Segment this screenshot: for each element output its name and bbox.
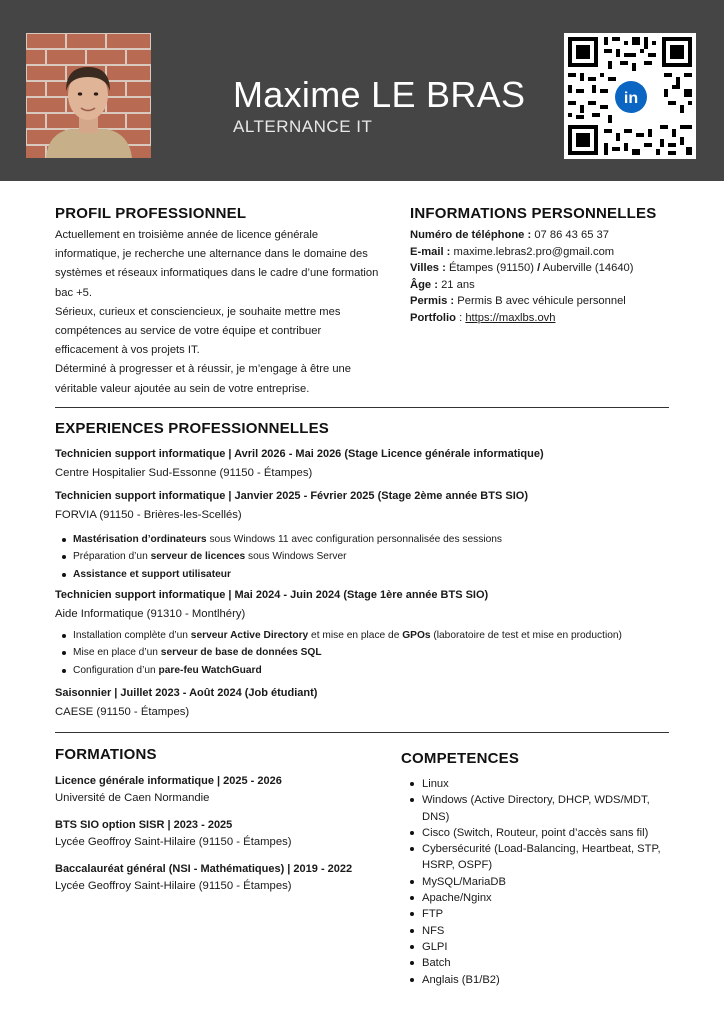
formation-title: Licence générale informatique | 2025 - 2026 <box>55 775 282 787</box>
competences-title: COMPETENCES <box>401 750 520 767</box>
linkedin-qr-code[interactable] <box>564 33 696 159</box>
job-title: Technicien support informatique | Mai 2024 - Juin 2024 (Stage 1ère année BTS SIO) <box>55 589 489 601</box>
portfolio-link[interactable]: https://maxlbs.ovh <box>465 311 556 324</box>
skill-item: MySQL/MariaDB <box>409 874 679 890</box>
skills-list <box>409 776 679 988</box>
job-title: Technicien support informatique | Avril 2026 - Mai 2026 (Stage Licence générale informatique) <box>55 448 544 460</box>
formation-title: Baccalauréat général (NSI - Mathématiques) | 2019 - 2022 <box>55 863 353 875</box>
job-title: Saisonnier | Juillet 2023 - Août 2024 (Job étudiant) <box>55 687 318 699</box>
permis-row: Permis : Permis B avec véhicule personnel <box>410 295 626 307</box>
portfolio-row: Portfolio : https://maxlbs.ovh <box>410 311 556 324</box>
formation-title: BTS SIO option SISR | 2023 - 2025 <box>55 819 233 831</box>
skill-item: Cybersécurité (Load-Balancing, Heartbeat, STP, HSRP, OSPF) <box>409 841 679 874</box>
job-company: Centre Hospitalier Sud-Essonne (91150 - Étampes) <box>55 467 313 479</box>
email-value[interactable]: maxime.lebras2.pro@gmail.com <box>450 245 615 258</box>
profil-line: Sérieux, curieux et consciencieux, je souhaite mettre mes <box>55 305 341 318</box>
profil-line: Déterminé à progresser et à réussir, je m’engage à être une <box>55 363 352 376</box>
candidate-subtitle: ALTERNANCE IT <box>233 117 373 136</box>
phone-row: Numéro de téléphone : 07 86 43 65 37 <box>410 229 609 241</box>
skill-item: Linux <box>409 776 679 792</box>
skill-item: FTP <box>409 906 679 922</box>
job-company: CAESE (91150 - Étampes) <box>55 706 190 718</box>
profil-line: efficacement à vos projets IT. <box>55 344 200 357</box>
job-company: Aide Informatique (91310 - Montlhéry) <box>55 608 246 620</box>
skill-item: Batch <box>409 955 679 971</box>
email-row: E-mail : maxime.lebras2.pro@gmail.com <box>410 245 615 258</box>
profil-line: systèmes et réseaux informatiques dans le cadre d’une formation <box>55 267 379 280</box>
profil-line: informatique, je recherche une alternance dans le domaine des <box>55 248 368 261</box>
skill-item: Windows (Active Directory, DHCP, WDS/MDT, DNS) <box>409 792 679 825</box>
age-row: Âge : 21 ans <box>410 278 475 291</box>
experiences-title: EXPERIENCES PROFESSIONNELLES <box>55 420 329 437</box>
formation-school: Université de Caen Normandie <box>55 792 210 804</box>
list-item: Installation complète d’un serveur Active Directory et mise en place de GPOs (laboratoire de test et mise en production) <box>61 627 622 644</box>
list-item: Mise en place d’un serveur de base de données SQL <box>61 644 622 661</box>
list-item: Configuration d’un pare-feu WatchGuard <box>61 662 622 679</box>
profil-text <box>55 226 390 399</box>
profile-photo <box>26 33 151 158</box>
formation-school: Lycée Geoffroy Saint-Hilaire (91150 - Étampes) <box>55 880 292 892</box>
profil-line: Actuellement en troisième année de licence générale <box>55 229 319 241</box>
job-tasks-aide <box>61 627 622 679</box>
svg-text:in: in <box>623 90 639 107</box>
infos-block <box>410 227 700 326</box>
profil-title: PROFIL PROFESSIONNEL <box>55 205 247 222</box>
divider <box>55 732 669 733</box>
formation-school: Lycée Geoffroy Saint-Hilaire (91150 - Étampes) <box>55 836 292 848</box>
skill-item: Anglais (B1/B2) <box>409 972 679 988</box>
profil-line: véritable valeur ajoutée au sein de votre entreprise. <box>55 382 310 395</box>
skill-item: Cisco (Switch, Routeur, point d’accès sans fil) <box>409 825 679 841</box>
job-title: Technicien support informatique | Janvier 2025 - Février 2025 (Stage 2ème année BTS SIO) <box>55 490 528 502</box>
list-item: Préparation d’un serveur de licences sous Windows Server <box>61 548 502 565</box>
list-item: Mastérisation d’ordinateurs sous Windows 11 avec configuration personnalisée des sessions <box>61 531 502 548</box>
skill-item: Apache/Nginx <box>409 890 679 906</box>
list-item: Assistance et support utilisateur <box>61 566 502 583</box>
candidate-name: Maxime LE BRAS <box>233 74 526 115</box>
cities-row: Villes : Étampes (91150) / Auberville (14640) <box>410 262 634 274</box>
profil-line: bac +5. <box>55 286 93 299</box>
divider <box>55 407 669 408</box>
header-banner <box>0 0 724 181</box>
infos-title: INFORMATIONS PERSONNELLES <box>410 205 657 222</box>
job-company: FORVIA (91150 - Brières-les-Scellés) <box>55 509 242 521</box>
skill-item: GLPI <box>409 939 679 955</box>
phone-value[interactable]: 07 86 43 65 37 <box>531 229 609 241</box>
skill-item: NFS <box>409 923 679 939</box>
formations-title: FORMATIONS <box>55 746 157 763</box>
profil-line: compétences au service de votre équipe et contribuer <box>55 325 322 338</box>
job-tasks-forvia <box>61 531 502 583</box>
